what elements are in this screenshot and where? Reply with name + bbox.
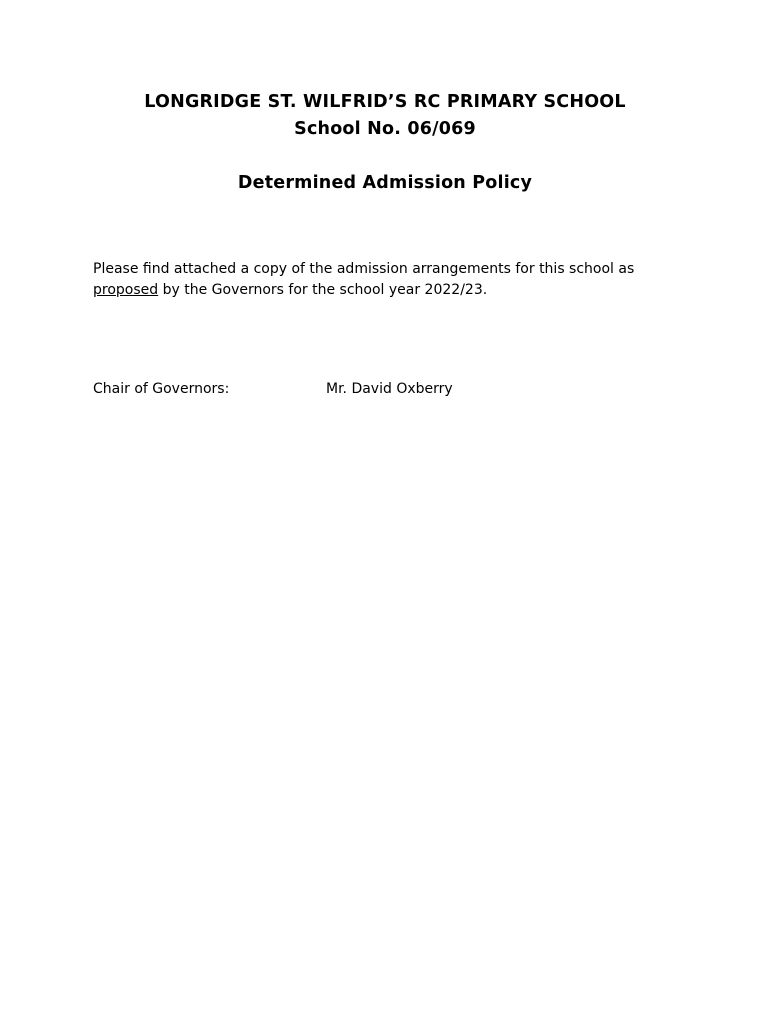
underlined-word: proposed bbox=[93, 282, 159, 298]
intro-paragraph-line-2 bbox=[93, 280, 487, 301]
school-number-heading: School No. 06/069 bbox=[294, 119, 476, 139]
intro-paragraph-line-1: Please find attached a copy of the admission arrangements for this school as bbox=[93, 261, 635, 277]
signature-label: Chair of Governors: bbox=[93, 381, 230, 397]
school-name-heading: LONGRIDGE ST. WILFRID’S RC PRIMARY SCHOOL bbox=[144, 92, 626, 112]
intro-line-2-text: by the Governors for the school year 2022/23. bbox=[158, 282, 488, 298]
policy-title: Determined Admission Policy bbox=[237, 173, 533, 193]
signature-name: Mr. David Oxberry bbox=[326, 381, 453, 397]
